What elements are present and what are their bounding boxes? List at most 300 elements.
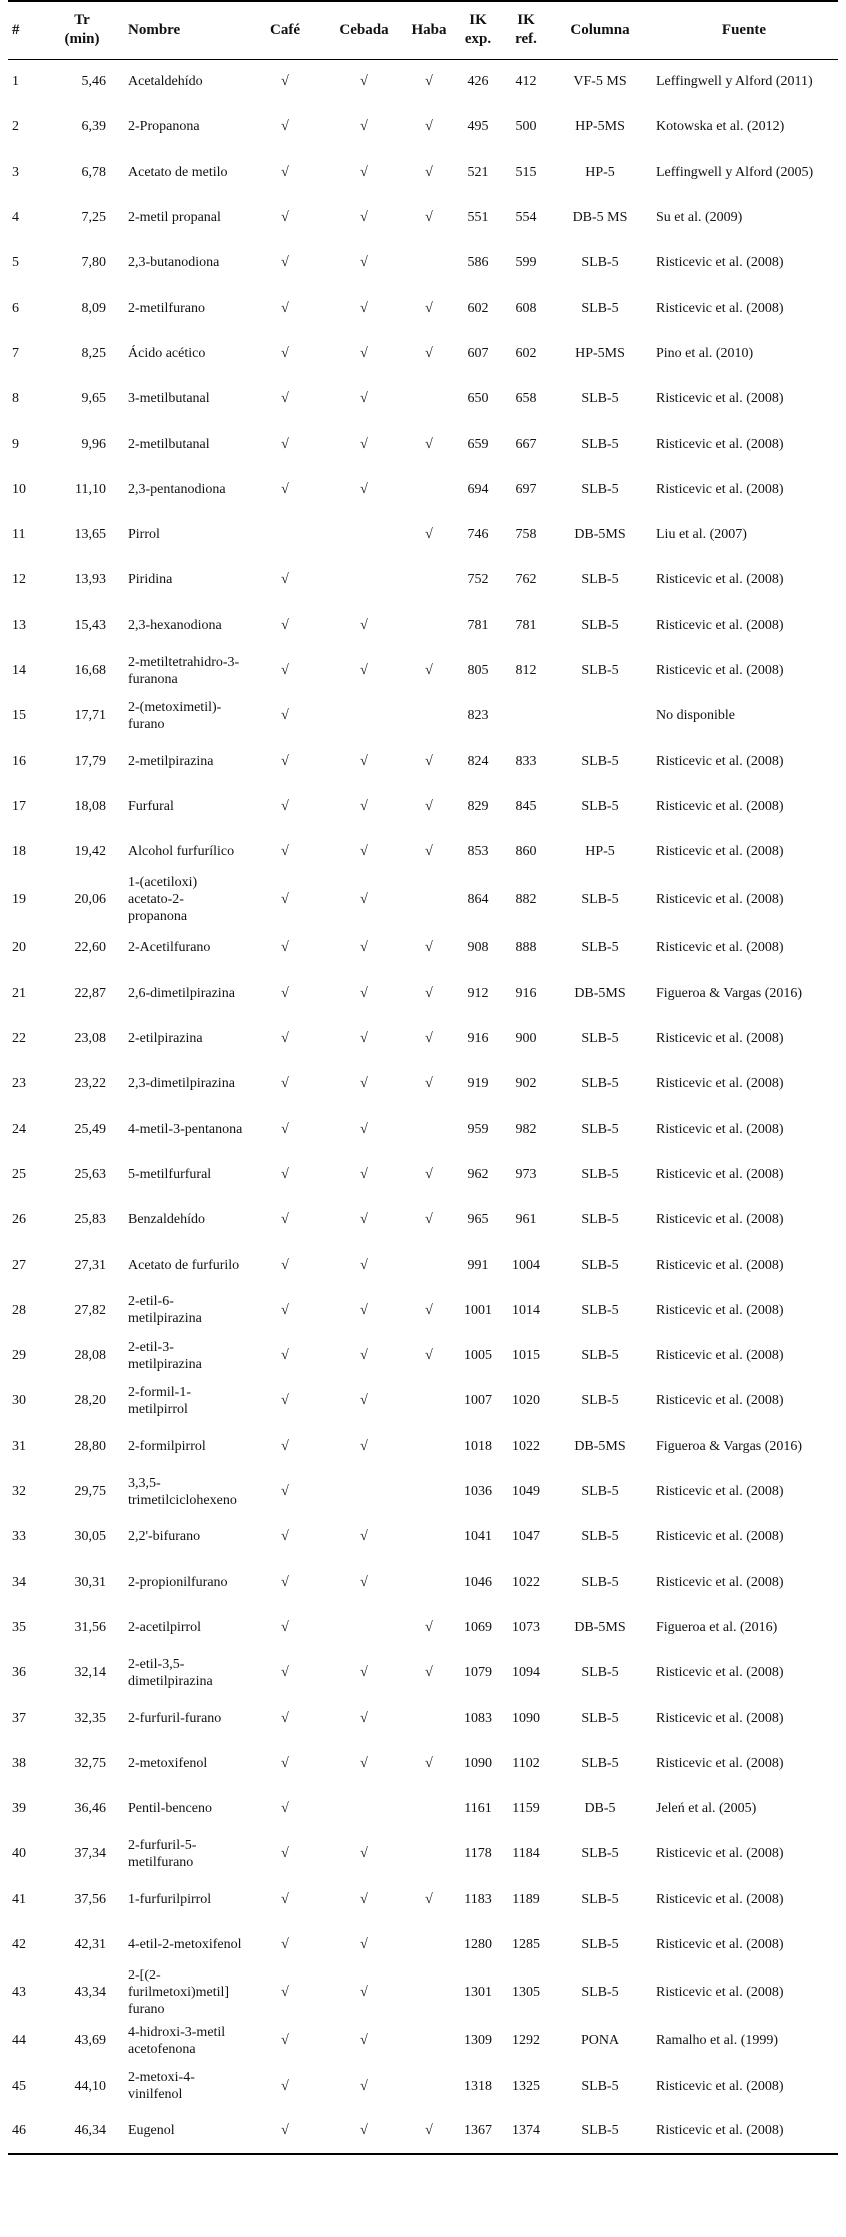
cell-haba: [404, 1786, 454, 1831]
cell-columna: SLB-5: [581, 1257, 619, 1273]
cell-columna: SLB-5: [581, 1937, 619, 1953]
cell-fuente: Risticevic et al. (2008): [656, 753, 784, 769]
cell-cebada-check: √: [360, 1393, 368, 1409]
cell-name: Acetato de metilo: [128, 164, 228, 180]
cell-name: 1-(acetiloxi) acetato-2-propanona: [128, 875, 198, 925]
cell-columna: SLB-5: [581, 1574, 619, 1590]
cell-haba-check: √: [425, 844, 433, 860]
cell-ik-exp: 607: [467, 345, 489, 361]
cell-ik-ref: 982: [515, 1121, 537, 1137]
cell-num: 34: [12, 1574, 26, 1590]
table-row: [8, 874, 838, 925]
cell-cebada-check: √: [360, 1212, 368, 1228]
cell-haba: [404, 1560, 454, 1605]
cell-num: 30: [12, 1393, 26, 1409]
cell-cebada-check: √: [360, 1438, 368, 1454]
cell-cebada-check: √: [360, 892, 368, 908]
cell-cebada: [324, 693, 404, 738]
cell-cafe-check: √: [281, 892, 289, 908]
cell-tr: 7,25: [81, 210, 106, 226]
cell-name: 2,2'-bifurano: [128, 1529, 201, 1545]
cell-cebada-check: √: [360, 1891, 368, 1907]
cell-name: 2-etil-6-metilpirazina: [128, 1294, 202, 1327]
cell-cebada-check: √: [360, 1257, 368, 1273]
cell-name: 2-propionilfurano: [128, 1574, 228, 1590]
cell-tr: 25,83: [74, 1212, 106, 1228]
cell-fuente: Figueroa & Vargas (2016): [656, 1438, 803, 1454]
cell-ik-ref: 900: [515, 1031, 537, 1047]
cell-fuente: Risticevic et al. (2008): [650, 2109, 838, 2154]
cell-columna: DB-5MS: [574, 1438, 626, 1454]
table-row: [8, 1922, 838, 1967]
cell-num: 26: [12, 1212, 26, 1228]
cell-cebada-check: √: [360, 210, 368, 226]
cell-ik-exp: 919: [467, 1076, 489, 1092]
cell-ik-ref: 1325: [512, 2078, 540, 2094]
cell-name: 2-Acetilfurano: [128, 940, 211, 956]
cell-ik-ref: 1159: [512, 1801, 540, 1817]
cell-columna: SLB-5: [581, 1484, 619, 1500]
cell-columna: DB-5: [584, 1801, 616, 1817]
cell-haba: [404, 1424, 454, 1469]
table-row: [8, 1786, 838, 1831]
cell-ik-exp: 1309: [464, 2033, 492, 2049]
cell-fuente: Risticevic et al. (2008): [656, 1166, 784, 1182]
cell-name: 2-metilpirazina: [128, 753, 214, 769]
cell-cafe-check: √: [281, 1619, 289, 1635]
cell-name: Ácido acético: [128, 345, 206, 361]
cell-cafe-check: √: [281, 940, 289, 956]
cell-cebada-check: √: [360, 1574, 368, 1590]
cell-haba-check: √: [425, 1755, 433, 1771]
cell-haba: [404, 1967, 454, 2018]
cell-name: 2-acetilpirrol: [128, 1619, 202, 1635]
table-body: [8, 59, 838, 2154]
cell-name: 2,3-pentanodiona: [128, 481, 226, 497]
cell-ik-ref: 1285: [512, 1937, 540, 1953]
cell-haba-check: √: [425, 210, 433, 226]
cell-fuente: Risticevic et al. (2008): [656, 1937, 784, 1953]
cell-columna: SLB-5: [581, 1846, 619, 1862]
cell-tr: 17,71: [74, 708, 106, 724]
cell-cebada-check: √: [360, 940, 368, 956]
cell-cebada-check: √: [360, 481, 368, 497]
cell-cebada: [324, 512, 404, 557]
cell-ik-exp: 853: [467, 844, 489, 860]
cell-cafe-check: √: [281, 1891, 289, 1907]
header-ik-exp: IK exp.: [454, 1, 502, 59]
cell-haba-check: √: [425, 1166, 433, 1182]
cell-columna: SLB-5: [581, 892, 619, 908]
cell-tr: 28,20: [74, 1393, 106, 1409]
cell-num: 16: [12, 753, 26, 769]
cell-cebada-check: √: [360, 74, 368, 90]
cell-ik-exp: 1041: [464, 1529, 492, 1545]
cell-num: 25: [12, 1166, 26, 1182]
cell-ik-exp: 1280: [464, 1937, 492, 1953]
cell-columna: SLB-5: [581, 1710, 619, 1726]
cell-cebada-check: √: [360, 798, 368, 814]
cell-ik-ref: 697: [515, 481, 537, 497]
cell-fuente: Risticevic et al. (2008): [656, 1710, 784, 1726]
cell-columna: SLB-5: [581, 1121, 619, 1137]
cell-columna: SLB-5: [581, 481, 619, 497]
cell-haba-check: √: [425, 753, 433, 769]
cell-cafe-check: √: [281, 1574, 289, 1590]
cell-num: 45: [12, 2078, 26, 2094]
cell-cafe-check: √: [281, 1076, 289, 1092]
table-header: [8, 1, 838, 59]
document: [8, 0, 838, 2155]
cell-cafe-check: √: [281, 1438, 289, 1454]
cell-cafe-check: √: [281, 1212, 289, 1228]
cell-tr: 27,82: [74, 1302, 106, 1318]
cell-haba: [404, 557, 454, 602]
header-name: Nombre: [122, 1, 246, 59]
cell-tr: 9,96: [81, 436, 106, 452]
cell-haba-check: √: [425, 1076, 433, 1092]
cell-ik-ref: 833: [515, 753, 537, 769]
cell-name: 2-metiltetrahidro-3-furanona: [128, 654, 240, 687]
cell-fuente: Risticevic et al. (2008): [656, 391, 784, 407]
cell-cebada-check: √: [360, 2033, 368, 2049]
cell-cafe-check: √: [281, 2078, 289, 2094]
cell-columna: SLB-5: [581, 1755, 619, 1771]
cell-name: Pentil-benceno: [128, 1801, 212, 1817]
cell-tr: 17,79: [74, 753, 106, 769]
cell-name: 2-metoxi-4-vinilfenol: [128, 2070, 195, 2103]
cell-haba-check: √: [425, 1302, 433, 1318]
cell-haba: [404, 2018, 454, 2063]
cell-ik-exp: 495: [467, 119, 489, 135]
cell-name: 2,3-butanodiona: [128, 255, 220, 271]
table-row: [8, 2063, 838, 2108]
cell-columna: SLB-5: [581, 940, 619, 956]
cell-ik-exp: 1079: [464, 1665, 492, 1681]
cell-ik-ref: 1189: [512, 1891, 540, 1907]
cell-name: Acetaldehído: [128, 74, 203, 90]
cell-columna: SLB-5: [581, 572, 619, 588]
cell-cafe-check: √: [281, 74, 289, 90]
table-row: [8, 1695, 838, 1740]
cell-name: Pirrol: [128, 527, 160, 543]
cell-fuente: Risticevic et al. (2008): [656, 1302, 784, 1318]
cell-cebada-check: √: [360, 1710, 368, 1726]
cell-columna: SLB-5: [581, 255, 619, 271]
cell-num: 15: [12, 708, 26, 724]
cell-name: 2,3-dimetilpirazina: [128, 1076, 235, 1092]
cell-name: 2-[(2-furilmetoxi)metil] furano: [128, 1968, 230, 2018]
cell-columna: SLB-5: [581, 798, 619, 814]
cell-fuente: Leffingwell y Alford (2011): [656, 74, 813, 90]
cell-fuente: Risticevic et al. (2008): [656, 1574, 784, 1590]
cell-tr: 46,34: [42, 2109, 122, 2154]
cell-fuente: Risticevic et al. (2008): [656, 663, 784, 678]
cell-haba: [404, 240, 454, 285]
cell-num: 29: [12, 1348, 26, 1364]
cell-cebada-check: √: [360, 300, 368, 316]
cell-tr: 9,65: [81, 391, 106, 407]
cell-ik-exp: 823: [467, 708, 489, 724]
cell-haba-check: √: [425, 663, 433, 678]
cell-ik-exp: 1367: [454, 2109, 502, 2154]
cell-fuente: Risticevic et al. (2008): [656, 1529, 784, 1545]
header-ik-ref: IK ref.: [502, 1, 550, 59]
cell-ik-exp: 602: [467, 300, 489, 316]
cell-tr: 27,31: [74, 1257, 106, 1273]
cell-tr: 6,39: [81, 119, 106, 135]
cell-cebada-check: √: [360, 985, 368, 1001]
header-tr: Tr (min): [42, 1, 122, 59]
cell-columna: SLB-5: [581, 1166, 619, 1182]
cell-columna: SLB-5: [581, 436, 619, 452]
table-row: [8, 1605, 838, 1650]
cell-tr: 25,63: [74, 1166, 106, 1182]
cell-columna: HP-5: [585, 844, 615, 860]
cell-ik-ref: 1073: [512, 1619, 540, 1635]
cell-tr: 16,68: [74, 663, 106, 678]
cell-columna: SLB-5: [581, 617, 619, 633]
table-row: [8, 1877, 838, 1922]
table-row: [8, 1560, 838, 1605]
table-row: [8, 1107, 838, 1152]
cell-num: 8: [12, 391, 19, 407]
table-row: [8, 925, 838, 970]
cell-haba: [404, 603, 454, 648]
cell-haba-check: √: [425, 985, 433, 1001]
cell-tr: 19,42: [74, 844, 106, 860]
cell-num: 9: [12, 436, 19, 452]
cell-cebada-check: √: [360, 119, 368, 135]
cell-fuente: Risticevic et al. (2008): [656, 1755, 784, 1771]
cell-tr: 8,25: [81, 345, 106, 361]
cell-num: 17: [12, 798, 26, 814]
table-row: [8, 1378, 838, 1423]
cell-columna: SLB-5: [581, 300, 619, 316]
cell-ik-exp: 650: [467, 391, 489, 407]
cell-cafe-check: √: [281, 708, 289, 724]
cell-ik-exp: 912: [467, 985, 489, 1001]
cell-num: 21: [12, 985, 26, 1001]
cell-cafe: [246, 512, 324, 557]
table-row: [8, 557, 838, 602]
cell-num: 33: [12, 1529, 26, 1545]
cell-ik-ref: 515: [515, 164, 537, 180]
cell-name: 2-metoxifenol: [128, 1755, 208, 1771]
cell-ik-exp: 824: [467, 753, 489, 769]
cell-tr: 8,09: [81, 300, 106, 316]
cell-cafe-check: √: [281, 255, 289, 271]
cell-ik-ref: 1022: [512, 1574, 540, 1590]
cell-ik-exp: 864: [467, 892, 489, 908]
cell-columna: DB-5MS: [574, 985, 626, 1001]
cell-haba-check: √: [425, 798, 433, 814]
cell-name: 5-metilfurfural: [128, 1166, 212, 1182]
cell-columna: VF-5 MS: [573, 74, 627, 90]
table-row: [8, 1152, 838, 1197]
cell-fuente: Risticevic et al. (2008): [656, 2078, 784, 2094]
table-row: [8, 971, 838, 1016]
cell-haba: [404, 1107, 454, 1152]
cell-ik-ref: 1022: [512, 1438, 540, 1454]
table-row: [8, 285, 838, 330]
cell-cebada: [324, 557, 404, 602]
cell-ik-exp: 586: [467, 255, 489, 271]
cell-ik-ref: 1004: [512, 1257, 540, 1273]
cell-fuente: Risticevic et al. (2008): [656, 617, 784, 633]
header-cafe: Café: [246, 1, 324, 59]
cell-name: 2-etilpirazina: [128, 1031, 203, 1047]
cell-haba: [404, 1514, 454, 1559]
table-row: [8, 1016, 838, 1061]
cell-ik-exp: 1301: [464, 1985, 492, 2001]
cell-haba: [404, 467, 454, 512]
cell-haba: [404, 693, 454, 738]
cell-cebada-check: √: [360, 164, 368, 180]
table-row: [8, 1967, 838, 2018]
cell-num: 13: [12, 617, 26, 633]
cell-name: 2-(metoximetil)-furano: [128, 699, 222, 732]
cell-ik-exp: 1046: [464, 1574, 492, 1590]
cell-num: 43: [12, 1985, 26, 2001]
cell-name: 1-furfurilpirrol: [128, 1891, 212, 1907]
cell-fuente: Risticevic et al. (2008): [656, 572, 784, 588]
cell-fuente: Risticevic et al. (2008): [656, 1484, 784, 1500]
table-row: [8, 1197, 838, 1242]
cell-name: 2-furfuril-furano: [128, 1710, 222, 1726]
cell-ik-exp: 805: [467, 663, 489, 678]
cell-ik-ref: 554: [515, 210, 537, 226]
table-row: [8, 467, 838, 512]
cell-name: 4-hidroxi-3-metil acetofenona: [128, 2024, 226, 2057]
cell-cafe-check: √: [281, 844, 289, 860]
cell-columna: DB-5MS: [574, 527, 626, 543]
cell-ik-exp: 1069: [464, 1619, 492, 1635]
cell-columna: HP-5MS: [575, 119, 625, 135]
cell-columna: SLB-5: [581, 1212, 619, 1228]
cell-tr: 28,80: [74, 1438, 106, 1454]
header-fuente: Fuente: [650, 1, 838, 59]
cell-ik-ref: 781: [515, 617, 537, 633]
cell-columna: HP-5: [585, 164, 615, 180]
cell-haba: [404, 1695, 454, 1740]
cell-fuente: Risticevic et al. (2008): [656, 1891, 784, 1907]
cell-ik-ref: 916: [515, 985, 537, 1001]
cell-ik-ref: 1305: [512, 1985, 540, 2001]
cell-cebada-check: √: [360, 753, 368, 769]
cell-fuente: Jeleń et al. (2005): [656, 1801, 757, 1817]
cell-cafe-check: √: [281, 164, 289, 180]
cell-ik-ref: 1014: [512, 1302, 540, 1318]
cell-haba-check: √: [425, 164, 433, 180]
cell-columna: SLB-5: [581, 1529, 619, 1545]
cell-cafe-check: √: [281, 1257, 289, 1273]
cell-name: 2-furfuril-5-metilfurano: [128, 1837, 197, 1870]
cell-cebada-check: √: [360, 436, 368, 452]
cell-num: 19: [12, 892, 26, 908]
cell-cafe-check: √: [281, 391, 289, 407]
cell-cafe-check: √: [281, 1166, 289, 1182]
cell-ik-ref: 500: [515, 119, 537, 135]
cell-cafe-check: √: [281, 1393, 289, 1409]
cell-ik-ref: 667: [515, 436, 537, 452]
cell-cebada-check: √: [360, 1665, 368, 1681]
cell-haba: [404, 1922, 454, 1967]
cell-cebada-check: √: [360, 1937, 368, 1953]
header-haba: Haba: [404, 1, 454, 59]
table-row: [8, 195, 838, 240]
cell-fuente: Risticevic et al. (2008): [656, 940, 784, 956]
cell-ik-exp: 1161: [464, 1801, 492, 1817]
cell-ik-ref: 758: [515, 527, 537, 543]
cell-tr: 25,49: [74, 1121, 106, 1137]
cell-cebada-check: √: [360, 1031, 368, 1047]
cell-name: Furfural: [128, 798, 174, 814]
cell-cebada-check: √: [360, 1166, 368, 1182]
cell-fuente: Risticevic et al. (2008): [656, 1212, 784, 1228]
cell-num: 36: [12, 1665, 26, 1681]
cell-tr: 31,56: [74, 1619, 106, 1635]
cell-ik-ref: 973: [515, 1166, 537, 1182]
cell-ik-ref: 1102: [512, 1755, 540, 1771]
cell-ik-ref: 1049: [512, 1484, 540, 1500]
cell-ik-exp: 908: [467, 940, 489, 956]
cell-ik-ref: 412: [515, 74, 537, 90]
cell-num: 32: [12, 1484, 26, 1500]
table-row: [8, 512, 838, 557]
cell-cebada-check: √: [360, 1755, 368, 1771]
cell-num: 1: [12, 74, 19, 90]
cell-ik-exp: 1083: [464, 1710, 492, 1726]
cell-cafe-check: √: [281, 1755, 289, 1771]
table-row: [8, 1242, 838, 1287]
cell-columna: SLB-5: [581, 1393, 619, 1409]
cell-num: 28: [12, 1302, 26, 1318]
cell-num: 4: [12, 210, 19, 226]
cell-fuente: Figueroa et al. (2016): [656, 1619, 778, 1635]
cell-haba-check: √: [425, 527, 433, 543]
cell-cafe-check: √: [281, 1302, 289, 1318]
cell-cebada-check: √: [360, 1846, 368, 1862]
cell-haba: [404, 2063, 454, 2108]
cell-num: 6: [12, 300, 19, 316]
cell-name: 4-etil-2-metoxifenol: [128, 1937, 242, 1953]
cell-tr: 23,08: [74, 1031, 106, 1047]
cell-cafe-check: √: [281, 572, 289, 588]
table-row: [8, 784, 838, 829]
cell-haba-check: √: [404, 2109, 454, 2154]
cell-num: 35: [12, 1619, 26, 1635]
cell-name: Benzaldehído: [128, 1212, 205, 1228]
cell-cebada-check: √: [360, 2078, 368, 2094]
cell-columna: SLB-5: [581, 1665, 619, 1681]
cell-num: 31: [12, 1438, 26, 1454]
cell-tr: 18,08: [74, 798, 106, 814]
cell-tr: 42,31: [74, 1937, 106, 1953]
cell-tr: 32,14: [74, 1665, 106, 1681]
cell-fuente: Figueroa & Vargas (2016): [656, 985, 803, 1001]
cell-cafe-check: √: [281, 1665, 289, 1681]
cell-ik-ref: 1047: [512, 1529, 540, 1545]
cell-fuente: Risticevic et al. (2008): [656, 1393, 784, 1409]
cell-tr: 7,80: [81, 255, 106, 271]
cell-fuente: Risticevic et al. (2008): [656, 255, 784, 271]
cell-num: 20: [12, 940, 26, 956]
table-row: [8, 1514, 838, 1559]
cell-ik-exp: 781: [467, 617, 489, 633]
cell-ik-exp: 426: [467, 74, 489, 90]
cell-num: 40: [12, 1846, 26, 1862]
